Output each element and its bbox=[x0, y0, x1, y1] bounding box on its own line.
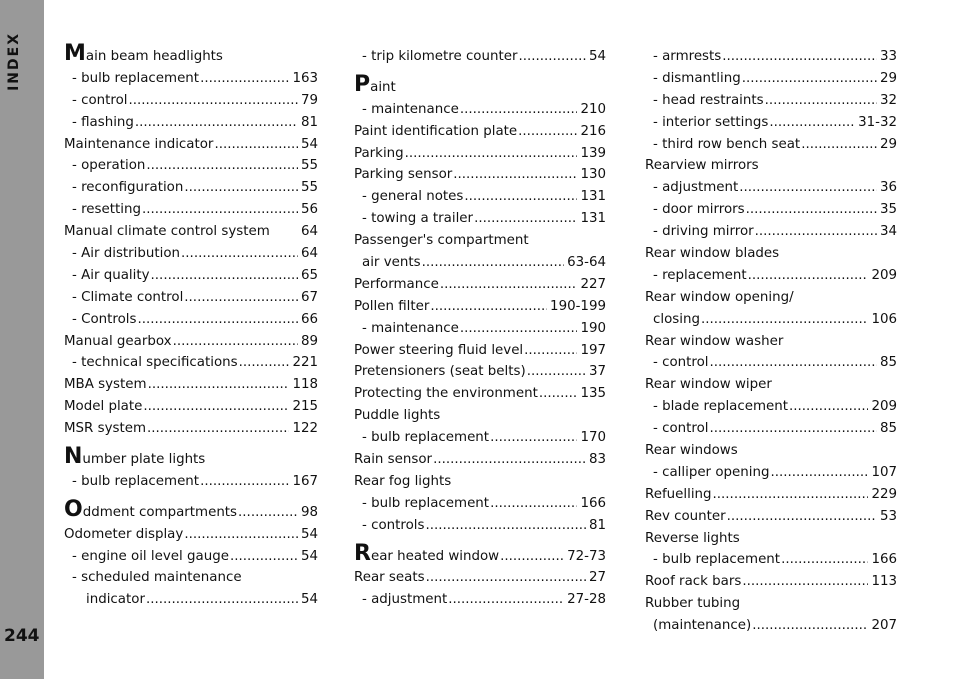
page-ref: 32 bbox=[879, 92, 897, 108]
entry-text: ain beam headlights bbox=[85, 49, 223, 64]
page-ref: 167 bbox=[292, 473, 318, 489]
dot-leader bbox=[765, 90, 877, 112]
entry-text: - flashing bbox=[72, 114, 134, 130]
entry-text: - technical specifications bbox=[72, 355, 238, 371]
entry-text: - Air distribution bbox=[72, 246, 181, 262]
index-entry bbox=[645, 396, 897, 418]
dot-leader bbox=[135, 112, 298, 134]
page-ref: 55 bbox=[300, 180, 318, 196]
page-ref: 55 bbox=[300, 158, 318, 174]
page-ref: 170 bbox=[580, 430, 606, 446]
dot-leader bbox=[422, 252, 565, 274]
index-entry bbox=[645, 593, 897, 615]
page-ref: 215 bbox=[292, 399, 318, 415]
entry-text: - operation bbox=[72, 158, 146, 174]
entry-text: - adjustment bbox=[653, 180, 739, 196]
page-ref: 209 bbox=[871, 399, 897, 415]
dot-leader bbox=[448, 589, 564, 611]
page-ref: 72-73 bbox=[567, 548, 606, 564]
dot-leader bbox=[181, 243, 298, 265]
page-ref: 166 bbox=[580, 495, 606, 511]
dot-leader bbox=[746, 199, 877, 221]
entry-text: - Controls bbox=[72, 311, 137, 327]
entry-text: Parking sensor bbox=[354, 167, 453, 183]
entry-text: - bulb replacement bbox=[362, 495, 490, 511]
index-entry bbox=[354, 274, 606, 296]
entry-text: Rear window washer bbox=[645, 333, 784, 349]
dot-leader bbox=[142, 199, 298, 221]
initial-letter: P bbox=[354, 71, 371, 97]
entry-text: Rearview mirrors bbox=[645, 158, 759, 174]
entry-text: umber plate lights bbox=[82, 452, 206, 468]
dot-leader bbox=[146, 589, 298, 611]
entry-text: Maintenance indicator bbox=[64, 136, 214, 152]
index-entry bbox=[64, 396, 318, 418]
index-entry bbox=[354, 230, 606, 252]
entry-text: MBA system bbox=[64, 377, 147, 393]
dot-leader bbox=[230, 546, 298, 568]
entry-text: - adjustment bbox=[362, 592, 448, 608]
index-sidebar bbox=[0, 0, 44, 679]
entry-text: Performance bbox=[354, 276, 439, 292]
entry-text: Roof rack bars bbox=[645, 574, 742, 590]
index-entry bbox=[64, 199, 318, 221]
page-ref: 63-64 bbox=[567, 255, 606, 271]
dot-leader bbox=[460, 99, 578, 121]
entry-text: closing bbox=[653, 311, 700, 327]
page-ref: 29 bbox=[879, 70, 897, 86]
index-entry bbox=[354, 515, 606, 537]
dot-leader bbox=[789, 396, 868, 418]
entry-text: Protecting the environment bbox=[354, 386, 538, 402]
page-ref: 210 bbox=[580, 101, 606, 117]
page-ref: 139 bbox=[580, 145, 606, 161]
dot-leader bbox=[146, 155, 298, 177]
index-entry bbox=[645, 571, 897, 593]
index-entry bbox=[64, 418, 318, 440]
index-entry bbox=[645, 374, 897, 396]
entry-text: ddment compartments bbox=[82, 504, 238, 520]
page-ref: 131 bbox=[580, 211, 606, 227]
dot-leader bbox=[500, 546, 564, 568]
dot-leader bbox=[238, 502, 298, 524]
dot-leader bbox=[200, 471, 289, 493]
initial-letter: N bbox=[64, 444, 83, 470]
dot-leader bbox=[727, 506, 877, 528]
page-number: 244 bbox=[4, 626, 40, 646]
initial-letter: R bbox=[354, 540, 371, 566]
dot-leader bbox=[490, 493, 577, 515]
entry-text: Reverse lights bbox=[645, 530, 740, 546]
entry-text: Puddle lights bbox=[354, 408, 441, 424]
page-ref: 31-32 bbox=[858, 114, 897, 130]
entry-text: Rear window opening/ bbox=[645, 289, 794, 305]
index-entry bbox=[64, 287, 318, 309]
entry-text: air vents bbox=[362, 255, 421, 271]
dot-leader bbox=[425, 515, 585, 537]
dot-leader bbox=[524, 340, 577, 362]
dot-leader bbox=[148, 374, 290, 396]
page-ref: 229 bbox=[871, 486, 897, 502]
dot-leader bbox=[742, 571, 868, 593]
page-ref: 54 bbox=[300, 592, 318, 608]
index-entry bbox=[645, 68, 897, 90]
index-column-1 bbox=[64, 41, 318, 611]
dot-leader bbox=[405, 143, 578, 165]
entry-text: Manual climate control system bbox=[64, 224, 270, 240]
index-letter-heading bbox=[64, 496, 318, 524]
index-entry bbox=[645, 484, 897, 506]
dot-leader bbox=[464, 186, 577, 208]
index-entry bbox=[645, 615, 897, 637]
dot-leader bbox=[151, 265, 298, 287]
dot-leader bbox=[184, 287, 298, 309]
entry-text: Odometer display bbox=[64, 526, 184, 542]
index-letter-heading bbox=[64, 444, 318, 471]
index-entry bbox=[354, 361, 606, 383]
entry-text: Parking bbox=[354, 145, 404, 161]
dot-leader bbox=[440, 274, 578, 296]
entry-text: - controls bbox=[362, 517, 425, 533]
index-entry bbox=[645, 462, 897, 484]
entry-text: - Climate control bbox=[72, 289, 184, 305]
page-ref: 166 bbox=[871, 552, 897, 568]
index-entry bbox=[354, 427, 606, 449]
initial-letter: M bbox=[64, 41, 86, 66]
index-entry bbox=[64, 177, 318, 199]
index-entry bbox=[64, 374, 318, 396]
dot-leader bbox=[518, 121, 577, 143]
entry-text: - control bbox=[653, 421, 709, 437]
entry-text: indicator bbox=[86, 592, 145, 608]
dot-leader bbox=[518, 46, 585, 68]
page-ref: 207 bbox=[871, 618, 897, 634]
dot-leader bbox=[701, 309, 868, 331]
page-ref: 79 bbox=[300, 92, 318, 108]
dot-leader bbox=[770, 462, 868, 484]
index-letter-heading bbox=[354, 540, 606, 568]
index-entry bbox=[354, 493, 606, 515]
entry-text: - armrests bbox=[653, 49, 722, 64]
initial-letter: O bbox=[64, 496, 83, 522]
index-entry bbox=[64, 471, 318, 493]
page-ref: 190 bbox=[580, 320, 606, 336]
page-ref: 35 bbox=[879, 202, 897, 218]
dot-leader bbox=[490, 427, 577, 449]
entry-text: - calliper opening bbox=[653, 464, 770, 480]
entry-text: Rear fog lights bbox=[354, 473, 452, 489]
entry-text: - bulb replacement bbox=[362, 430, 490, 446]
entry-text: - third row bench seat bbox=[653, 136, 801, 152]
index-entry bbox=[64, 112, 318, 134]
dot-leader bbox=[710, 352, 877, 374]
page-ref: 54 bbox=[300, 526, 318, 542]
entry-text: Rev counter bbox=[645, 508, 726, 524]
page-ref: 33 bbox=[879, 49, 897, 64]
index-entry bbox=[64, 68, 318, 90]
index-entry bbox=[354, 143, 606, 165]
index-entry bbox=[645, 46, 897, 68]
entry-text: Rear window blades bbox=[645, 246, 780, 262]
dot-leader bbox=[801, 134, 877, 156]
index-entry bbox=[64, 524, 318, 546]
page-ref: 131 bbox=[580, 189, 606, 205]
page-ref: 107 bbox=[871, 464, 897, 480]
index-entry bbox=[645, 134, 897, 156]
index-entry bbox=[64, 221, 318, 243]
entry-text: - head restraints bbox=[653, 92, 764, 108]
page-ref: 227 bbox=[580, 276, 606, 292]
page-ref: 190-199 bbox=[550, 298, 606, 314]
index-entry bbox=[645, 528, 897, 550]
entry-text: - bulb replacement bbox=[72, 70, 200, 86]
index-entry bbox=[64, 546, 318, 568]
dot-leader bbox=[755, 221, 877, 243]
entry-text: Passenger's compartment bbox=[354, 233, 529, 249]
index-entry bbox=[354, 252, 606, 274]
entry-text: - maintenance bbox=[362, 320, 459, 336]
index-entry bbox=[645, 352, 897, 374]
index-entry bbox=[354, 589, 606, 611]
dot-leader bbox=[184, 177, 298, 199]
index-entry bbox=[64, 134, 318, 156]
page-ref: 216 bbox=[580, 123, 606, 139]
dot-leader bbox=[214, 134, 298, 156]
entry-text: - resetting bbox=[72, 202, 141, 218]
page-ref: 83 bbox=[588, 452, 606, 468]
entry-text: - trip kilometre counter bbox=[362, 49, 518, 64]
entry-text: - bulb replacement bbox=[653, 552, 781, 568]
entry-text: - towing a trailer bbox=[362, 211, 474, 227]
dot-leader bbox=[748, 265, 869, 287]
page-ref: 106 bbox=[871, 311, 897, 327]
entry-text: Rain sensor bbox=[354, 452, 433, 468]
index-entry bbox=[354, 46, 606, 68]
index-entry bbox=[354, 121, 606, 143]
entry-text: ear heated window bbox=[370, 548, 500, 564]
page-ref: 130 bbox=[580, 167, 606, 183]
dot-leader bbox=[143, 396, 289, 418]
dot-leader bbox=[200, 68, 289, 90]
entry-text: (maintenance) bbox=[653, 618, 752, 634]
index-entry bbox=[354, 567, 606, 589]
page-ref: 221 bbox=[292, 355, 318, 371]
index-entry bbox=[64, 309, 318, 331]
page-ref: 54 bbox=[300, 548, 318, 564]
index-entry bbox=[354, 296, 606, 318]
index-entry bbox=[645, 440, 897, 462]
page-ref: 113 bbox=[871, 574, 897, 590]
dot-leader bbox=[184, 524, 298, 546]
dot-leader bbox=[239, 352, 290, 374]
index-letter-heading bbox=[354, 71, 606, 99]
dot-leader bbox=[781, 549, 868, 571]
index-entry bbox=[645, 177, 897, 199]
page-ref: 53 bbox=[879, 508, 897, 524]
dot-leader bbox=[752, 615, 868, 637]
dot-leader bbox=[137, 309, 297, 331]
entry-text: - control bbox=[653, 355, 709, 371]
index-entry bbox=[354, 471, 606, 493]
page-ref: 64 bbox=[300, 224, 318, 240]
index-entry bbox=[645, 243, 897, 265]
entry-text: Refuelling bbox=[645, 486, 712, 502]
entry-text: Model plate bbox=[64, 399, 143, 415]
index-entry bbox=[645, 287, 897, 309]
page-ref: 27 bbox=[588, 570, 606, 586]
dot-leader bbox=[430, 296, 547, 318]
page-ref: 54 bbox=[300, 136, 318, 152]
dot-leader bbox=[474, 208, 577, 230]
entry-text: - dismantling bbox=[653, 70, 741, 86]
index-entry bbox=[64, 155, 318, 177]
entry-text: - maintenance bbox=[362, 101, 459, 117]
index-entry bbox=[645, 90, 897, 112]
index-entry bbox=[64, 331, 318, 353]
page-ref: 37 bbox=[588, 364, 606, 380]
index-column-2 bbox=[354, 46, 606, 611]
dot-leader bbox=[527, 361, 586, 383]
entry-text: Rear window wiper bbox=[645, 377, 772, 393]
dot-leader bbox=[769, 112, 855, 134]
index-entry bbox=[354, 164, 606, 186]
page-ref: 54 bbox=[588, 49, 606, 64]
dot-leader bbox=[539, 383, 578, 405]
index-entry bbox=[645, 506, 897, 528]
dot-leader bbox=[453, 164, 577, 186]
dot-leader bbox=[460, 318, 578, 340]
page-ref: 67 bbox=[300, 289, 318, 305]
entry-text: Power steering fluid level bbox=[354, 342, 524, 358]
index-entry bbox=[64, 265, 318, 287]
entry-text: Rubber tubing bbox=[645, 596, 741, 612]
page-ref: 89 bbox=[300, 333, 318, 349]
dot-leader bbox=[710, 418, 877, 440]
index-entry bbox=[64, 243, 318, 265]
page-ref: 36 bbox=[879, 180, 897, 196]
index-entry bbox=[645, 418, 897, 440]
page-ref: 98 bbox=[300, 504, 318, 520]
index-entry bbox=[645, 155, 897, 177]
entry-text: - engine oil level gauge bbox=[72, 548, 229, 564]
dot-leader bbox=[173, 331, 298, 353]
page-ref: 27-28 bbox=[567, 592, 606, 608]
index-entry bbox=[354, 208, 606, 230]
dot-leader bbox=[739, 177, 877, 199]
entry-text: Manual gearbox bbox=[64, 333, 172, 349]
index-entry bbox=[354, 318, 606, 340]
entry-text: Pollen filter bbox=[354, 298, 430, 314]
entry-text: - blade replacement bbox=[653, 399, 789, 415]
page-ref: 209 bbox=[871, 267, 897, 283]
entry-text: - control bbox=[72, 92, 128, 108]
entry-text: - driving mirror bbox=[653, 224, 754, 240]
entry-text: - door mirrors bbox=[653, 202, 745, 218]
dot-leader bbox=[433, 449, 586, 471]
page-ref: 56 bbox=[300, 202, 318, 218]
page-ref: 64 bbox=[300, 246, 318, 262]
entry-text: MSR system bbox=[64, 421, 147, 437]
entry-text: - replacement bbox=[653, 267, 747, 283]
entry-text: - scheduled maintenance bbox=[72, 570, 242, 586]
index-entry bbox=[645, 309, 897, 331]
page-ref: 85 bbox=[879, 355, 897, 371]
index-column-3 bbox=[645, 46, 897, 637]
entry-text: Paint identification plate bbox=[354, 123, 518, 139]
index-entry bbox=[645, 221, 897, 243]
page-ref: 81 bbox=[588, 517, 606, 533]
entry-text: - Air quality bbox=[72, 267, 150, 283]
index-entry bbox=[64, 90, 318, 112]
dot-leader bbox=[147, 418, 289, 440]
page-ref: 65 bbox=[300, 267, 318, 283]
index-entry bbox=[354, 99, 606, 121]
page-ref: 81 bbox=[300, 114, 318, 130]
index-entry bbox=[354, 405, 606, 427]
index-entry bbox=[354, 186, 606, 208]
section-label: INDEX bbox=[6, 32, 22, 91]
page-ref: 29 bbox=[879, 136, 897, 152]
page-ref: 34 bbox=[879, 224, 897, 240]
index-entry bbox=[354, 449, 606, 471]
page-ref: 85 bbox=[879, 421, 897, 437]
entry-text: - bulb replacement bbox=[72, 473, 200, 489]
page-ref: 197 bbox=[580, 342, 606, 358]
index-entry bbox=[645, 549, 897, 571]
index-entry bbox=[645, 199, 897, 221]
dot-leader bbox=[426, 567, 586, 589]
dot-leader bbox=[129, 90, 298, 112]
dot-leader bbox=[722, 46, 877, 68]
entry-text: Rear seats bbox=[354, 570, 425, 586]
index-entry bbox=[64, 589, 318, 611]
entry-text: - interior settings bbox=[653, 114, 769, 130]
index-entry bbox=[645, 265, 897, 287]
index-entry bbox=[645, 331, 897, 353]
index-entry bbox=[645, 112, 897, 134]
entry-text: Rear windows bbox=[645, 443, 738, 459]
index-letter-heading bbox=[64, 41, 318, 68]
index-entry bbox=[354, 340, 606, 362]
dot-leader bbox=[742, 68, 877, 90]
page-ref: 163 bbox=[292, 70, 318, 86]
page-ref: 122 bbox=[292, 421, 318, 437]
entry-text: aint bbox=[370, 79, 396, 95]
page-ref: 66 bbox=[300, 311, 318, 327]
dot-leader bbox=[713, 484, 869, 506]
index-entry bbox=[64, 352, 318, 374]
page-ref: 118 bbox=[292, 377, 318, 393]
page-ref: 135 bbox=[580, 386, 606, 402]
index-entry bbox=[354, 383, 606, 405]
entry-text: - general notes bbox=[362, 189, 464, 205]
entry-text: Pretensioners (seat belts) bbox=[354, 364, 526, 380]
index-entry bbox=[64, 567, 318, 589]
entry-text: - reconfiguration bbox=[72, 180, 184, 196]
